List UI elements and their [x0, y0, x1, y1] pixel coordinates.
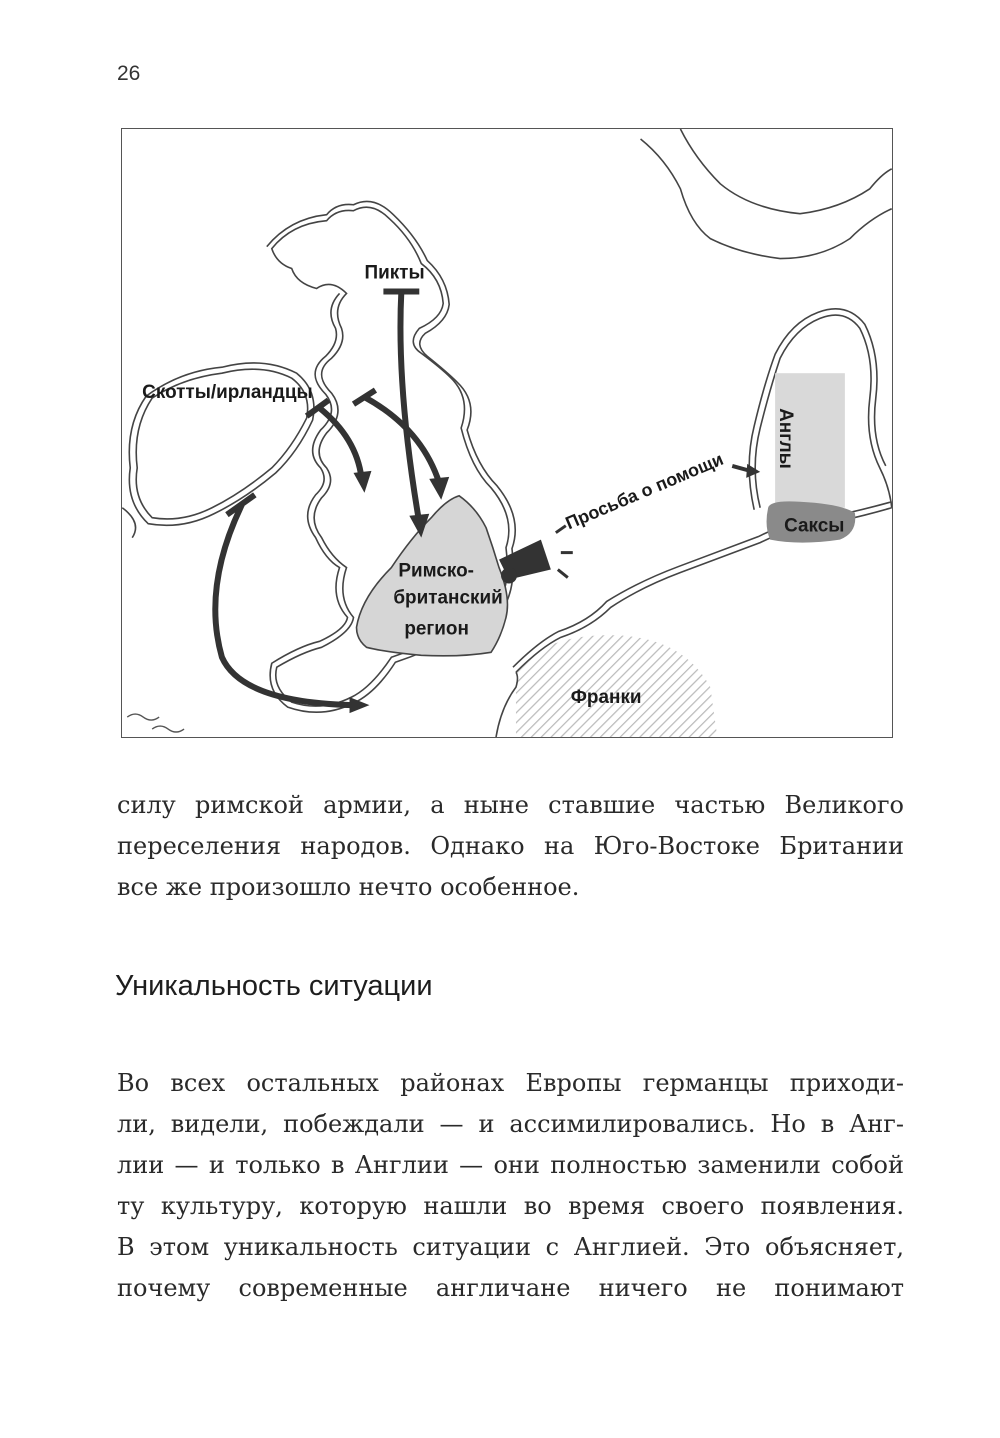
angles-label: Англы: [775, 408, 797, 469]
picts-arrow: [383, 291, 419, 522]
franks-area: [516, 635, 717, 737]
sea-waves: [127, 714, 184, 732]
roman-region-label-2: британский: [393, 587, 503, 609]
megaphone-icon: [499, 526, 573, 584]
page-number: 26: [117, 62, 141, 85]
paragraph2-line: ли, видели, побеждали — и ассимилировались. Но в Анг-: [117, 1110, 904, 1138]
saxons-label: Саксы: [784, 515, 845, 537]
paragraph1-line: силу римской армии, а ныне ставшие частью Великого: [117, 791, 904, 819]
map-svg: [122, 129, 892, 737]
request-label: Просьба о помощи: [562, 448, 727, 534]
roman-region-label-1: Римско-: [398, 560, 474, 582]
scots-arrow-2: [354, 390, 440, 483]
paragraph2-line: В этом уникальность ситуации с Англией. Это объясняет,: [117, 1233, 904, 1261]
section-heading: Уникальность ситуации: [115, 970, 433, 1002]
scots-label: Скотты/ирландцы: [142, 382, 313, 404]
historical-map: [121, 128, 893, 738]
franks-label: Франки: [570, 687, 642, 709]
paragraph2-line: лии — и только в Англии — они полностью заменили собой: [117, 1151, 904, 1179]
roman-region-label-3: регион: [404, 618, 469, 640]
picts-label: Пикты: [364, 262, 425, 284]
paragraph2-line: Во всех остальных районах Европы германцы приходи-: [117, 1069, 904, 1097]
paragraph2-line: почему современные англичане ничего не понимают: [117, 1274, 904, 1302]
scots-arrow-3: [215, 495, 351, 705]
paragraph-continuation: [117, 785, 904, 908]
paragraph2-line: ту культуру, которую нашли во время своего появления.: [117, 1192, 904, 1220]
paragraph-main: [117, 1063, 904, 1309]
paragraph1-line: все же произошло нечто особенное.: [117, 873, 580, 901]
paragraph1-line: переселения народов. Однако на Юго-Востоке Британии: [117, 832, 904, 860]
